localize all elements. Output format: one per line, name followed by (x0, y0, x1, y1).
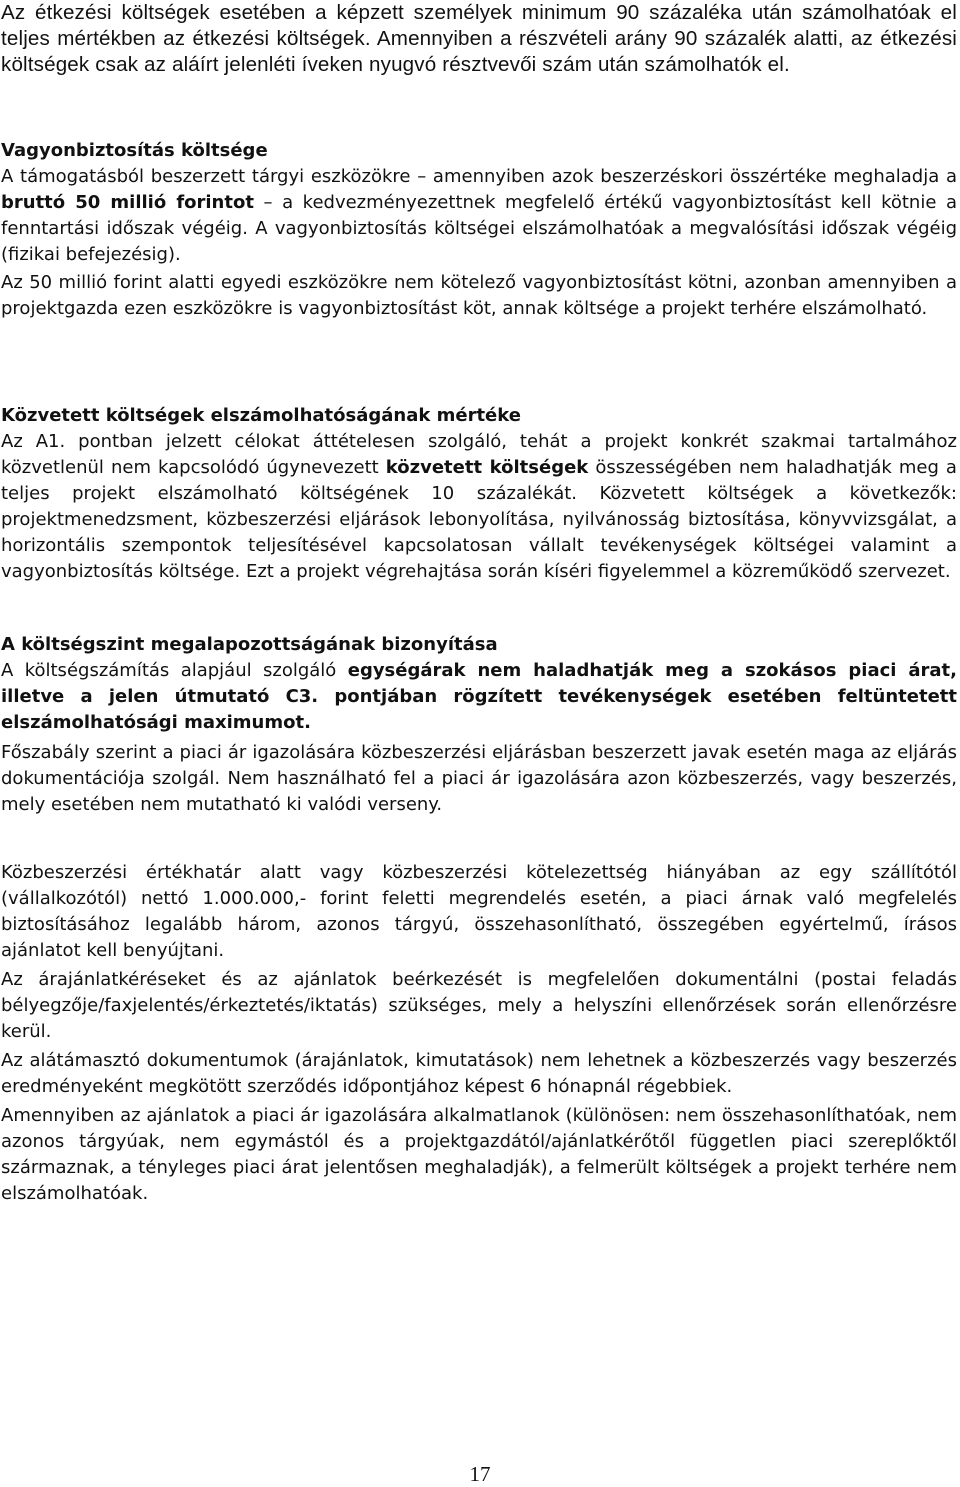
insurance-paragraph-2: Az 50 millió forint alatti egyedi eszközökre nem kötelező vagyonbiztosítást kötni, azonban amennyiben a projektgazda ezen eszközökre is vagyonbiztosítást köt, annak költsége a projekt terhére elszámolható. (1, 272, 957, 319)
cost-level-paragraph-2: Főszabály szerint a piaci ár igazolására közbeszerzési eljárásban beszerzett javak esetén maga az eljárás dokumentációja szolgál. Nem használható fel a piaci ár igazolására azon közbeszerzés, vagy beszerzés, mely esetében nem mutatható ki valódi verseny. (1, 742, 957, 815)
cost-level-paragraph-3: Közbeszerzési értékhatár alatt vagy közbeszerzési kötelezettség hiányában az egy szállítótól (vállalkozótól) nettó 1.000.000,- forint feletti megrendelés esetén, a piaci árnak való megfelelés biztosításához legalább három, azonos tárgyú, összehasonlítható, összegében egyértelmű, írásos ajánlatot kell benyújtani. (1, 862, 957, 961)
section-heading-insurance: Vagyonbiztosítás költsége (1, 140, 268, 161)
intro-paragraph: Az étkezési költségek esetében a képzett személyek minimum 90 százaléka után számolhatóak el teljes mértékben az étkezési költségek. Amennyiben a részvételi arány 90 százalék alatti, az étkezési költségek csak az aláírt jelenléti íveken nyugvó résztvevői szám után számolhatók el. (1, 1, 957, 76)
cost-level-paragraph-1 (1, 658, 957, 736)
indirect-paragraph-1 (1, 429, 957, 585)
cost-level-paragraph-5: Az alátámasztó dokumentumok (árajánlatok, kimutatások) nem lehetnek a közbeszerzés vagy beszerzés eredményeként megkötött szerződés időpontjához képest 6 hónapnál régebbiek. (1, 1050, 957, 1097)
cost-level-p1-bold: egységárak nem haladhatják meg a szokásos piaci árat, illetve a jelen útmutató C3. pontjában rögzített tevékenységek esetében feltüntetett elszámolhatósági maximumot. (1, 660, 957, 733)
indirect-p1-bold: közvetett költségek (385, 457, 589, 478)
cost-level-paragraph-6: Amennyiben az ajánlatok a piaci ár igazolására alkalmatlanok (különösen: nem összehasonlíthatóak, nem azonos tárgyúak, nem egymástól és a projektgazdától/ajánlatkérőtől független piaci szereplőktől származnak, a tényleges piaci árat jelentősen meghaladják), a felmerült költségek a projekt terhére nem elszámolhatóak. (1, 1105, 957, 1204)
insurance-p1-text-c: – a kedvezményezettnek megfelelő értékű vagyonbiztosítást kell kötnie a fenntartási időszak végéig. A vagyonbiztosítás költségei elszámolhatóak a megvalósítási időszak végéig (fizikai befejezésig). (1, 192, 957, 265)
insurance-p1-text-a: A támogatásból beszerzett tárgyi eszközökre – amennyiben azok beszerzéskori összértéke meghaladja a (1, 166, 957, 187)
indirect-p1-text-a: Az A1. pontban jelzett célokat áttételesen szolgáló, tehát a projekt konkrét szakmai tartalmához közvetlenül nem kapcsolódó úgynevezett (1, 431, 957, 478)
section-heading-cost-level: A költségszint megalapozottságának bizonyítása (1, 634, 498, 655)
indirect-p1-text-c: összességében nem haladhatják meg a teljes projekt elszámolható költségének 10 százalékát. Közvetett költségek a következők: projektmenedzsment, közbeszerzési eljárások lebonyolítása, nyilvánosság biztosítása, könyvvizsgálat, a horizontális szempontok teljesítésével kapcsolatosan vállalt tevékenységek költségei valamint a vagyonbiztosítás költsége. Ezt a projekt végrehajtása során kíséri figyelemmel a közreműködő szervezet. (1, 457, 957, 582)
page-number: 17 (469, 1462, 491, 1486)
insurance-p1-bold: bruttó 50 millió forintot (1, 192, 254, 213)
cost-level-p1-text-a: A költségszámítás alapjául szolgáló (1, 660, 348, 681)
insurance-paragraph-1 (1, 164, 957, 268)
cost-level-paragraph-4: Az árajánlatkéréseket és az ajánlatok beérkezését is megfelelően dokumentálni (postai feladás bélyegzője/faxjelentés/érkeztetés/iktatás) szükséges, mely a helyszíni ellenőrzések során ellenőrzésre kerül. (1, 969, 957, 1042)
section-heading-indirect-costs: Közvetett költségek elszámolhatóságának mértéke (1, 405, 521, 426)
